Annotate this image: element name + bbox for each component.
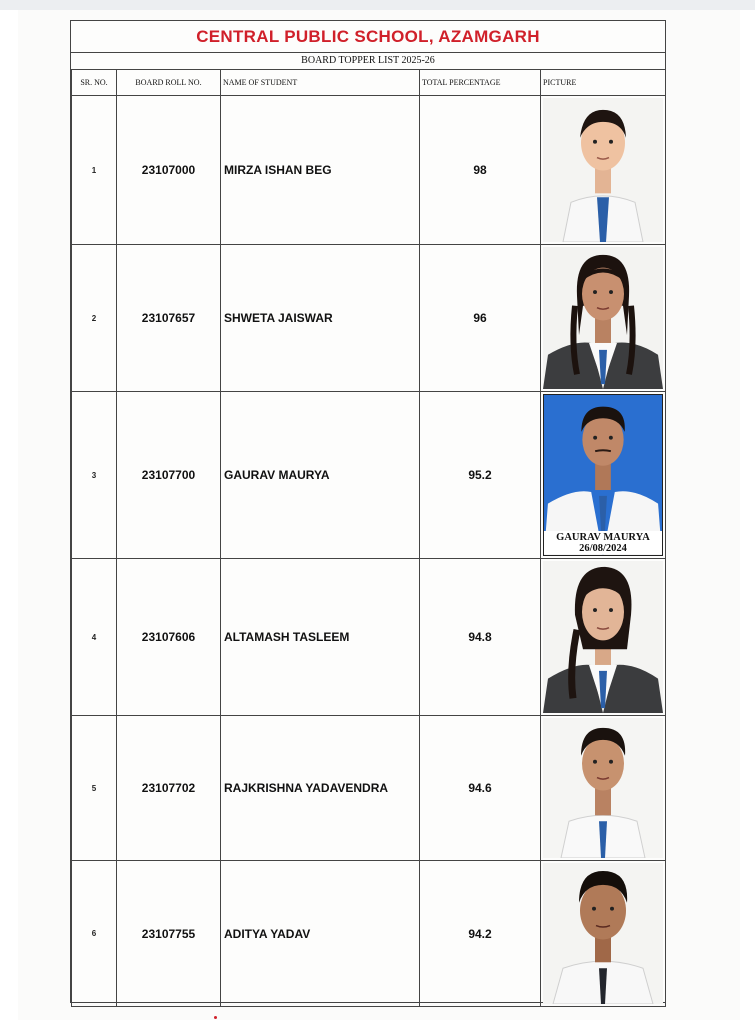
picture-cell: [541, 716, 666, 861]
sr-no-cell: 3: [72, 392, 117, 559]
roll-no-cell: 23107755: [117, 861, 221, 1007]
topper-list-document: [70, 20, 666, 1003]
header-picture: PICTURE: [541, 70, 666, 96]
school-name: CENTRAL PUBLIC SCHOOL, AZAMGARH: [71, 21, 665, 53]
percentage-cell: 98: [420, 96, 541, 245]
picture-cell: [541, 559, 666, 716]
table-row: [72, 861, 666, 1007]
percentage-cell: 94.6: [420, 716, 541, 861]
photo-caption: [544, 531, 662, 554]
picture-cell: [541, 96, 666, 245]
percentage-cell: 96: [420, 245, 541, 392]
picture-cell: [541, 392, 666, 559]
sr-no-cell: 2: [72, 245, 117, 392]
student-photo-boy-blue-bg: [543, 394, 663, 556]
list-title: BOARD TOPPER LIST 2025-26: [71, 52, 665, 70]
student-name-cell: GAURAV MAURYA: [221, 392, 420, 559]
student-photo-boy: [543, 98, 663, 242]
roll-no-cell: 23107657: [117, 245, 221, 392]
topper-table: [71, 69, 666, 1007]
student-photo-girl: [543, 561, 663, 713]
table-row: [72, 392, 666, 559]
top-band: [0, 0, 755, 10]
student-photo-girl: [543, 247, 663, 389]
roll-no-cell: 23107702: [117, 716, 221, 861]
header-sr-no: SR. NO.: [72, 70, 117, 96]
sr-no-cell: 4: [72, 559, 117, 716]
header-percentage: TOTAL PERCENTAGE: [420, 70, 541, 96]
roll-no-cell: 23107606: [117, 559, 221, 716]
table-row: [72, 245, 666, 392]
table-row: [72, 96, 666, 245]
percentage-cell: 95.2: [420, 392, 541, 559]
student-name-cell: MIRZA ISHAN BEG: [221, 96, 420, 245]
student-name-cell: ALTAMASH TASLEEM: [221, 559, 420, 716]
student-photo-boy: [543, 863, 663, 1004]
sr-no-cell: 5: [72, 716, 117, 861]
student-photo-boy: [543, 718, 663, 858]
percentage-cell: 94.8: [420, 559, 541, 716]
header-student-name: NAME OF STUDENT: [221, 70, 420, 96]
table-row: [72, 559, 666, 716]
table-row: [72, 716, 666, 861]
caption-date: 26/08/2024: [579, 543, 627, 554]
picture-cell: [541, 245, 666, 392]
header-row: [72, 70, 666, 96]
caption-name: GAURAV MAURYA: [556, 532, 650, 543]
red-dot-mark: [214, 1016, 217, 1019]
roll-no-cell: 23107700: [117, 392, 221, 559]
sr-no-cell: 1: [72, 96, 117, 245]
sr-no-cell: 6: [72, 861, 117, 1007]
picture-cell: [541, 861, 666, 1007]
student-name-cell: SHWETA JAISWAR: [221, 245, 420, 392]
student-name-cell: ADITYA YADAV: [221, 861, 420, 1007]
roll-no-cell: 23107000: [117, 96, 221, 245]
student-name-cell: RAJKRISHNA YADAVENDRA: [221, 716, 420, 861]
header-roll-no: BOARD ROLL NO.: [117, 70, 221, 96]
percentage-cell: 94.2: [420, 861, 541, 1007]
